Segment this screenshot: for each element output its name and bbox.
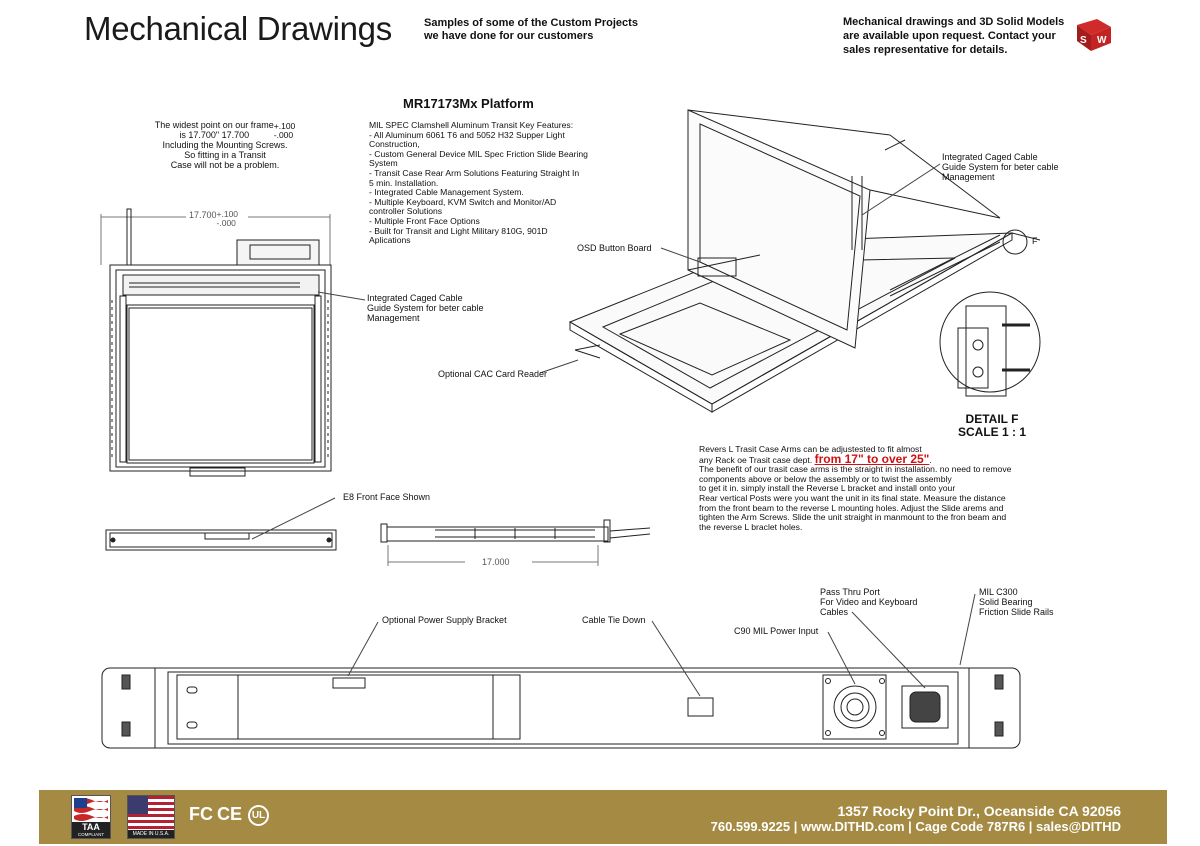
tol-plus: +.100 — [273, 121, 296, 131]
flag-wave-icon — [72, 796, 110, 822]
osd-label: OSD Button Board — [577, 243, 652, 253]
side-view-drawing — [381, 520, 650, 566]
widest-point-note — [150, 120, 300, 170]
taa-compliant-badge — [71, 795, 111, 839]
dim-value: 17.700 — [189, 210, 217, 220]
power-bracket-label: Optional Power Supply Bracket — [382, 615, 507, 625]
dim-tol-minus: -.000 — [216, 218, 236, 228]
us-flag-icon — [128, 796, 174, 830]
c90-power-label: C90 MIL Power Input — [734, 626, 819, 636]
svg-text:S: S — [1080, 35, 1087, 46]
mounting-note: Including the Mounting Screws. So fitting in a Transit Case will not be a problem. — [162, 140, 288, 170]
detail-f-marker: F — [1032, 236, 1038, 246]
solidworks-logo-icon — [1073, 17, 1113, 53]
reverse-line1: Revers L Trasit Case Arms can be adjustested to fit almost — [699, 444, 922, 454]
detail-f-title: DETAIL F SCALE 1 : 1 — [957, 412, 1026, 439]
front-face-drawing — [106, 498, 336, 550]
svg-text:W: W — [1097, 35, 1107, 46]
range-highlight: from 17" to over 25" — [814, 451, 930, 466]
reverse-line2: any Rack oe Trasit case dept. — [699, 454, 815, 465]
cable-tie-label: Cable Tie Down — [582, 615, 646, 625]
rear-view-drawing — [102, 594, 1020, 748]
footer-bar — [39, 790, 1167, 844]
dim-tol-plus: +.100 — [216, 209, 239, 219]
c300-slide-label: MIL C300 Solid Bearing Friction Slide Rails — [979, 587, 1054, 617]
pass-thru-label: Pass Thru Port For Video and Keyboard Cables — [820, 587, 918, 617]
reverse-body: The benefit of our trasit case arms is the straight in installation. no need to remove components above or below the assembly or to twist the assembly to get it in. simply install the Reverse L bracket and install onto your Rear vertical Posts were you want the unit in its final state. Measure the distance from the front beam to the reverse L mounting holes. Adjust the Slide arems and tighten the Arm Screws. Slide the unit straight in manmount to the fron beam and the reverse L braclet holes. — [699, 464, 1012, 532]
taa-label: TAA — [72, 822, 110, 832]
tol-minus: -.000 — [273, 130, 294, 140]
widest-tolerance — [274, 122, 296, 140]
made-in-usa-badge — [127, 795, 175, 839]
reverse-arm-note — [699, 445, 1059, 532]
width-dimension — [189, 210, 238, 228]
dim-tolerance — [217, 210, 239, 228]
widest-note-text: The widest point on our frame is 17.700" 17.700 — [154, 120, 274, 140]
footer-address: 1357 Rocky Point Dr., Oceanside CA 92056 — [837, 803, 1121, 819]
availability-note: Mechanical drawings and 3D Solid Models are available upon request. Contact your sales representative for details. — [843, 16, 1065, 56]
range-period: . — [929, 454, 932, 465]
ul-cert-icon: UL — [248, 805, 269, 826]
page-title: Mechanical Drawings — [84, 10, 392, 47]
side-dimension: 17.000 — [482, 557, 510, 567]
platform-title: MR17173Mx Platform — [403, 96, 534, 111]
top-cable-guide-label: Integrated Caged Cable Guide System for beter cable Management — [367, 293, 484, 323]
top-view-drawing — [101, 209, 365, 476]
footer-contact: 760.599.9225 | www.DITHD.com | Cage Code 787R6 | sales@DITHD — [710, 819, 1121, 834]
made-in-usa-label: MADE IN U.S.A. — [128, 830, 174, 838]
cac-reader-label: Optional CAC Card Reader — [438, 369, 548, 379]
fcc-cert-icon: FC — [189, 804, 213, 824]
front-face-label: E8 Front Face Shown — [343, 492, 431, 502]
page-subtitle: Samples of some of the Custom Projects we have done for our customers — [424, 17, 638, 42]
iso-cable-guide-label: Integrated Caged Cable Guide System for beter cable Management — [942, 152, 1059, 182]
taa-sub-label: COMPLIANT — [72, 832, 110, 838]
features-list: MIL SPEC Clamshell Aluminum Transit Key Features: - All Aluminum 6061 T6 and 5052 H32 Supper Light Construction, - Custom General Device MIL Spec Friction Slide Bearing System - Transit Case Rear Arm Solutions Featuring Straight In 5 min. Installation. - Integrated Cable Management System. - Multiple Keyboard, KVM Switch and Monitor/AD controller Solutions - Multiple Front Face Options - Built for Transit and Light Military 810G, 901D Aplications — [369, 120, 588, 246]
ce-cert-icon: CE — [217, 804, 243, 824]
